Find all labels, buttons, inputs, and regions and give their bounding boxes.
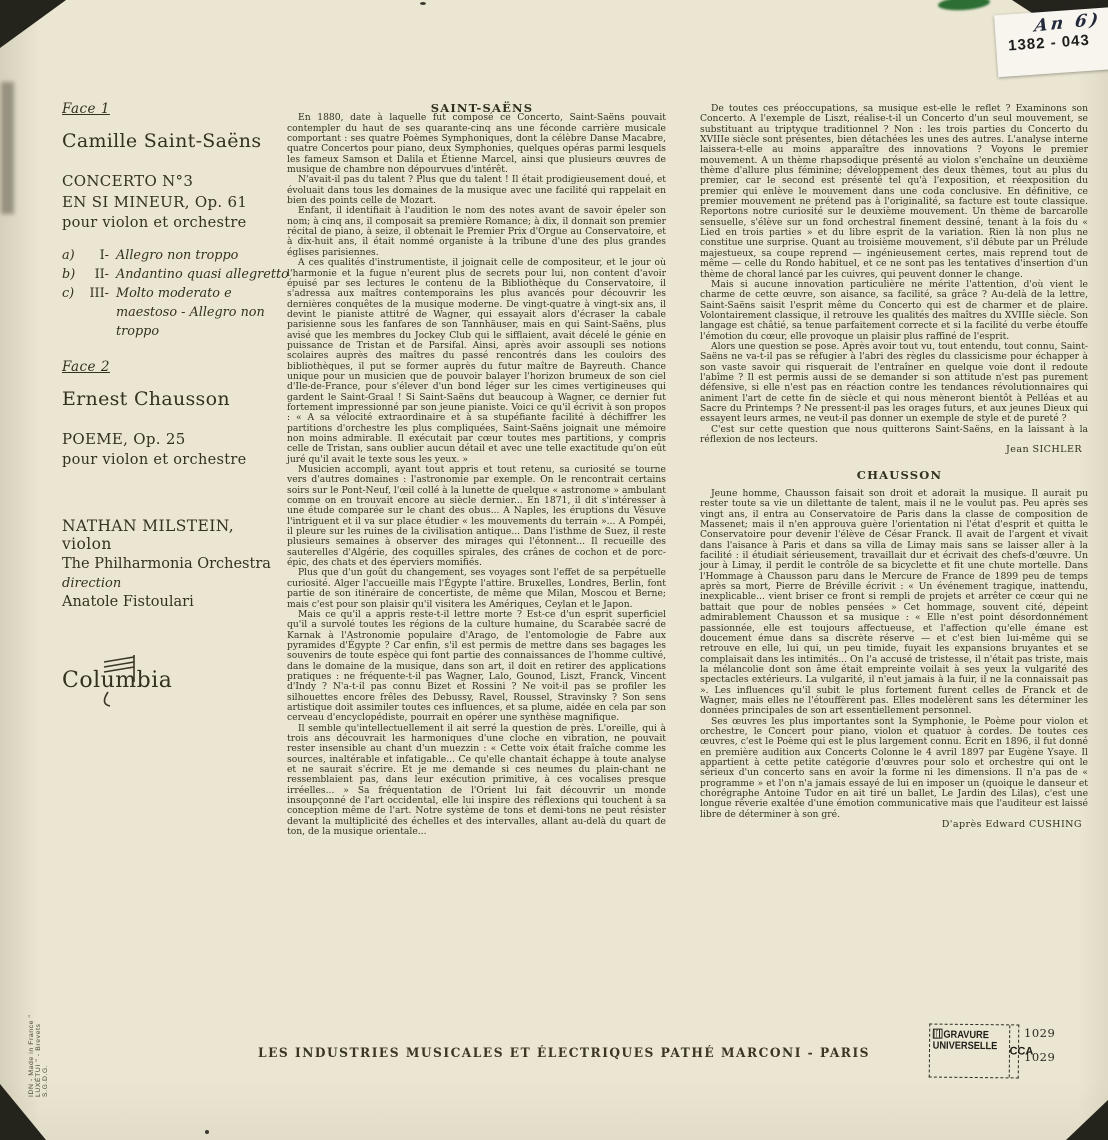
liner-paragraph: C'est sur cette question que nous quitterons Saint-Saëns, en la laissant à la réflexion de nos lecteurs.: [700, 423, 1088, 445]
face2-label: Face 2: [62, 359, 110, 375]
work-title-line3: pour violon et orchestre: [62, 215, 247, 231]
scan-corner-bottom-right: [1066, 1100, 1108, 1140]
work-title-line1: POEME, Op. 25: [62, 430, 186, 448]
liner-paragraph: Ses œuvres les plus importantes sont la Symphonie, le Poème pour violon et orchestre, le Concert pour piano, violon et quatuor à cordes. De toutes ces œuvres, c'est le Poème qui est le plus largement connu. Écrit en 1896, il fut donné en première audition aux Concerts Colonne le 4 avril 1897 par Eugène Ysaye. Il appartient à cette petite catégorie d'œuvres pour solo et orchestre qui ont le sérieux d'un concerto sans en avoir la forme ni les dimensions. Il n'a pas de « programme » et l'on n'a jamais essayé de lui en imposer un (quoique le danseur et chorégraphe Antoine Tudor en ait tiré un ballet, Le Jardin des Lilas), c'est une longue rêverie exaltée d'une émotion communicative mais que l'auditeur est laissé libre de déterminer à son gré.: [700, 715, 1088, 820]
analysis-chausson-column: [700, 104, 1088, 830]
author-signature: Jean SICHLER: [1006, 444, 1082, 456]
catalog-sticker: [994, 5, 1108, 77]
sticker-number: 1382 - 043: [1007, 31, 1091, 55]
saint-saens-heading: SAINT-SAËNS: [430, 101, 534, 115]
liner-paragraph: Musicien accompli, ayant tout appris et tout retenu, sa curiosité se tourne vers d'autres domaines : l'astronomie par exemple. On le rencontrait certains soirs sur le Pont-Neuf, l'œil collé à la lunette de quelque « astronome » ambulant comme on en trouvait encore au siècle dernier... En 1871, il dit s'intéresser à une étude comparée sur le chant des obus... A Naples, les éruptions du Vésuve l'intriguent et il va sur place étudier « les mouvements du terrain »... A Pompéi, il pleure sur les ruines de la civilisation antique... Dans l'isthme de Suez, il reste plusieurs semaines à observer des mirages qui l'étonnent... Il recueille des sauterelles d'Algérie, des coquilles spirales, des crânes de cochon et de porc-épic, des chats et des éperviers momifiés.: [287, 464, 666, 569]
movement-row: [62, 284, 294, 341]
stamp-text: [930, 1025, 1000, 1078]
face1-label: Face 1: [62, 101, 110, 117]
chausson-heading: CHAUSSON: [856, 467, 943, 482]
orchestra-name: The Philharmonia Orchestra: [62, 556, 271, 572]
work-title-line2: EN SI MINEUR, Op. 61: [62, 193, 248, 211]
movement-numeral: III-: [89, 286, 109, 301]
saint-saens-notes-column: [287, 103, 666, 837]
music-staff-icon: [90, 652, 170, 722]
movement-row: [62, 265, 294, 284]
stamp-code: CCA: [1008, 1025, 1033, 1077]
stamp-logo-square-icon: [933, 1029, 943, 1039]
matrix-number: 1029: [1024, 1050, 1056, 1064]
soloist-credit: NATHAN MILSTEIN, violon: [62, 517, 235, 553]
work-title-line1: CONCERTO N°3: [62, 172, 194, 190]
columbia-logo: [62, 668, 172, 693]
movement-letter: b): [62, 267, 76, 282]
dust-speck: [205, 1130, 209, 1134]
edge-manufacture-text: IDN - Made in France " LUXÉTUI " - Brevets S.G.D.G.: [28, 1014, 49, 1097]
liner-paragraph: A ces qualités d'instrumentiste, il joignait celle de compositeur, et le jour où l'harmonie et la fugue n'eurent plus de secrets pour lui, non content d'avoir épuisé par ses lectures le contenu de la Bibliothèque du Conservatoire, il s'adressa aux maîtres contemporains les plus avancés pour découvrir les dernières conquêtes de la musique moderne. De vingt-quatre à vingt-six ans, il devint le pianiste attitré de Wagner, qui essayait alors d'écraser la cabale parisienne sous les fanfares de son Tannhäuser, mais en qui Saint-Saëns, plus avisé que les membres du Jockey Club qui le sifflaient, avait décelé le génie en puissance de Tristan et de Parsifal. Ainsi, après avoir assoupli ses notions scolaires auprès des maîtres du passé rencontrés dans les couloirs des bibliothèques, il put se former auprès du futur maître de Bayreuth. Chance unique pour un musicien que de pouvoir balayer l'horizon brumeux de son ciel d'Ile-de-France, pour s'élever d'un bond léger sur les cimes vertigineuses qui gardent le Saint-Graal ! Si Saint-Saëns dut beaucoup à Wagner, ce dernier fut fortement impressionné par son jeune pianiste. Voici ce qu'il écrivit à son propos : « A sa vélocité extraordinaire et à sa stupéfiante facilité à déchiffrer les partitions d'orchestre les plus compliquées, Saint-Saëns joignait une mémoire non moins admirable. Il exécutait par cœur toutes mes partitions, y compris celle de Tristan, sans oublier aucun détail et avec une telle exactitude qu'on eût juré qu'il avait le texte sous les yeux. »: [287, 257, 666, 465]
movement-title: Molto moderato e maestoso - Allegro non troppo: [116, 286, 265, 339]
credit-signature: D'après Edward CUSHING: [941, 819, 1082, 831]
liner-paragraph: Plus que d'un goût du changement, ses voyages sont l'effet de sa perpétuelle curiosité. Alger l'accueille mais l'Égypte l'attire. Bruxelles, Londres, Berlin, font partie de son itinéraire de concertiste, de même que Milan, Moscou et Berne; mais c'est pour son plaisir qu'il visitera les Amériques, Ceylan et le Japon.: [287, 567, 666, 610]
liner-paragraph: Alors une question se pose. Après avoir tout vu, tout entendu, tout connu, Saint-Saëns ne va-t-il pas se réfugier à l'abri des règles du classicisme pour échapper à son vaste savoir qui risquerait de l'entraîner en quelque voie dont il redoute l'abîme ? Il est permis aussi de se demander si son attitude n'est pas purement défensive, si elle n'est pas en réaction contre les tendances révolutionnaires qui animent l'art de cette fin de siècle et qui nous mèneront bientôt à Pelléas et au Sacre du Printemps ? Ne pressent-il pas les orages futurs, et aux jeunes Dieux qui essayent leurs armes, ne veut-il pas donner un exemple de style et de pureté ?: [700, 340, 1088, 425]
movement-title: Andantino quasi allegretto: [116, 267, 289, 282]
movement-row: [62, 246, 294, 265]
movement-numeral: II-: [94, 267, 109, 282]
face2-composer: Ernest Chausson: [62, 388, 230, 410]
dust-speck: [420, 2, 426, 5]
movement-letter: c): [62, 286, 75, 301]
publisher-imprint: LES INDUSTRIES MUSICALES ET ÉLECTRIQUES PATHÉ MARCONI - PARIS: [257, 1046, 871, 1061]
movement-numeral: I-: [99, 248, 109, 263]
scan-corner-top-left: [0, 0, 66, 48]
stamp-line2: UNIVERSELLE: [932, 1039, 998, 1053]
direction-label: direction: [62, 576, 122, 591]
movement-letter: a): [62, 248, 75, 263]
liner-paragraph: Jeune homme, Chausson faisait son droit et adorait la musique. Il aurait pu rester toute sa vie un dilettante de talent, mais il ne le voulut pas. Peu après ses vingt ans, il entra au Conservatoire de Paris dans la classe de composition de Massenet; mais il n'en approuva guère l'orientation ni l'état d'esprit et quitta le Conservatoire pour devenir l'élève de César Franck. Il avait de l'argent et vivait dans l'aisance à Paris et dans sa villa de Limay mais sans se laisser aller à la facilité : il étudiait sérieusement, travaillait dur et écrivait des chefs-d'œuvre. Un jour à Limay, il perdit le contrôle de sa bicyclette et fit une chute mortelle. Dans l'Hommage à Chausson paru dans le Mercure de France de 1899 peu de temps après sa mort, Pierre de Bréville écrivit : « Un événement tragique, inattendu, inexplicable... vient briser ce front si rempli de projets et arrêter ce cœur qui ne battait que pour de nobles pensées » Cet hommage, souvent cité, dépeint admirablement Chausson et sa musique : « Elle n'est point désordonnément passionnée, elle est toujours affectueuse, et l'affection qu'elle émane est doucement émue dans sa discrète réserve — et c'est bien lui-même qui se retrouve en elle, lui qui, un peu timide, fuyait les expansions bruyantes et se complaisait dans les intimités... On l'a accusé de tristesse, il n'était pas triste, mais la mélancolie dont son âme était empreinte voilait à ses yeux la vulgarité des spectacles extérieurs. La vulgarité, il n'eut jamais à la fuir, il ne la connaissait pas ». Les influences qu'il subit le plus fortement furent celles de Franck et de Wagner, mais elles ne l'étouffèrent pas. Elles modelèrent sans les déterminer les données principales de son art essentiellement personnel.: [700, 488, 1088, 717]
gravure-universelle-stamp: [929, 1024, 1034, 1079]
work-title-line2: pour violon et orchestre: [62, 452, 247, 468]
face1-composer: Camille Saint-Saëns: [62, 130, 262, 152]
matrix-number: 1029: [1024, 1026, 1056, 1040]
movement-title: Allegro non troppo: [116, 248, 239, 263]
spine-shadow-smudge: [1, 82, 14, 214]
handwritten-mark: An 6): [1033, 9, 1103, 37]
label-name: Columbia: [62, 668, 173, 693]
liner-paragraph: De toutes ces préoccupations, sa musique est-elle le reflet ? Examinons son Concerto. A l'exemple de Liszt, réalise-t-il un Concerto d'un seul mouvement, se substituant au triptyque traditionnel ? Non : les trois parties du Concerto du XVIIIe siècle sont présentes, bien détachées les unes des autres. L'analyse interne laissera-t-elle au moins apparaître des innovations ? Voyons le premier mouvement. A un thème rhapsodique présenté au violon s'enchaîne un deuxième thème d'allure plus féminine; développement des deux thèmes, tout au plus du premier, car le second est présenté tel qu'à l'exposition, et réexposition du premier qui enlève le mouvement dans une coda conclusive. En définitive, ce premier mouvement ne prétend pas à l'originalité, sa facture est toute classique. Reportons notre curiosité sur le deuxième mouvement. Un thème de barcarolle sensuelle, s'élève sur un fond orchestral finement dessiné, tenant à la fois du « Lied en trois parties » et du libre esprit de la variation. Rien là non plus ne constitue une surprise. Quant au troisième mouvement, s'il débute par un Prélude majestueux, sa coupe reprend — ingénieusement certes, mais reprend tout de même — celle du Rondo habituel, et ce ne sont pas les tentatives d'insertion d'un thème de choral lancé par les cuivres, qui peuvent donner le change.: [700, 103, 1088, 280]
green-ink-smudge: [938, 0, 991, 12]
liner-paragraph: Enfant, il identifiait à l'audition le nom des notes avant de savoir épeler son nom; à cinq ans, il composait sa première Romance; à dix, il donnait son premier récital de piano, à seize, il obtenait le Premier Prix d'Orgue au Conservatoire, et à dix-huit ans, il était nommé organiste à la tribune d'une des plus grandes églises parisiennes.: [287, 205, 666, 258]
face1-work-title: [62, 171, 247, 234]
stamp-line1: GRAVURE: [943, 1028, 989, 1042]
face2-work-title: [62, 429, 246, 471]
liner-paragraph: N'avait-il pas du talent ? Plus que du talent ! Il était prodigieusement doué, et évoluait dans tous les domaines de la musique avec une facilité qui rappelait en bien des points celle de Mozart.: [287, 174, 666, 207]
liner-paragraph: Il semble qu'intellectuellement il ait serré la question de près. L'oreille, qui à trois ans découvrait les harmoniques d'une cloche en vibration, ne pouvait rester insensible au chant d'un muezzin : « Cette voix était fraîche comme les sources, inaltérable et infatigable... Ce qu'elle chantait échappe à toute analyse et ne saurait s'écrire. Et je me demande si ces neumes du plain-chant ne ressemblaient pas, dans leur exécution primitive, à ces vocalises presque irréelles... » Sa fréquentation de l'Orient lui fait découvrir un monde insoupçonné de l'art occidental, elle lui inspire des réflexions qui touchent à sa conception même de l'art. Notre système de tons et demi-tons ne peut résister devant la multiplicité des échelles et des intervalles, allant au-delà du quart de ton, de la musique orientale...: [287, 722, 666, 838]
liner-paragraph: En 1880, date à laquelle fut composé ce Concerto, Saint-Saëns pouvait contempler du haut de ses quarante-cinq ans une féconde carrière musicale comportant : ses quatre Poèmes Symphoniques, dont la célèbre Danse Macabre, quatre Concertos pour piano, deux Symphonies, quelques opéras parmi lesquels les fameux Samson et Dalila et Étienne Marcel, ainsi que plusieurs œuvres de musique de chambre non dépourvues d'intérêt.: [287, 112, 666, 176]
movement-list: [62, 246, 294, 341]
liner-paragraph: Mais si aucune innovation particulière ne mérite l'attention, d'où vient le charme de cette œuvre, son aisance, sa facilité, sa grâce ? Au-delà de la lettre, Saint-Saëns saisit l'esprit même du Concerto qui est de charmer et de plaire. Volontairement classique, il retrouve les qualités des maîtres du XVIIIe siècle. Son langage est châtié, sa tenue parfaitement correcte et si la facilité du verbe étouffe l'émotion du cœur, elle provoque un plaisir plus raffiné de l'esprit.: [700, 278, 1088, 342]
conductor-name: Anatole Fistoulari: [62, 594, 194, 610]
liner-paragraph: Mais ce qu'il a appris reste-t-il lettre morte ? Est-ce d'un esprit superficiel qu'il a survolé toutes les régions de la culture humaine, du Scarabée sacré de Karnak à l'Astronomie populaire d'Arago, de l'entomologie de Fabre aux pyramides d'Égypte ? Car enfin, s'il est permis de mettre dans ses bagages les souvenirs de toute espèce qui font partie des connaissances de l'homme cultivé, dans le domaine de la musique, dans son art, il doit en retirer des applications pratiques : ne fréquente-t-il pas Wagner, Lalo, Gounod, Liszt, Franck, Vincent d'Indy ? N'a-t-il pas connu Bizet et Rossini ? Ne voit-il pas se profiler les silhouettes encore frêles des Debussy, Ravel, Roussel, Stravinsky ? Son sens artistique doit assimiler toutes ces influences, et sa plume, aidée en cela par son cerveau d'encyclopédiste, pourrait en opérer une synthèse magnifique.: [287, 608, 666, 724]
orchestra-credit: [62, 555, 271, 612]
